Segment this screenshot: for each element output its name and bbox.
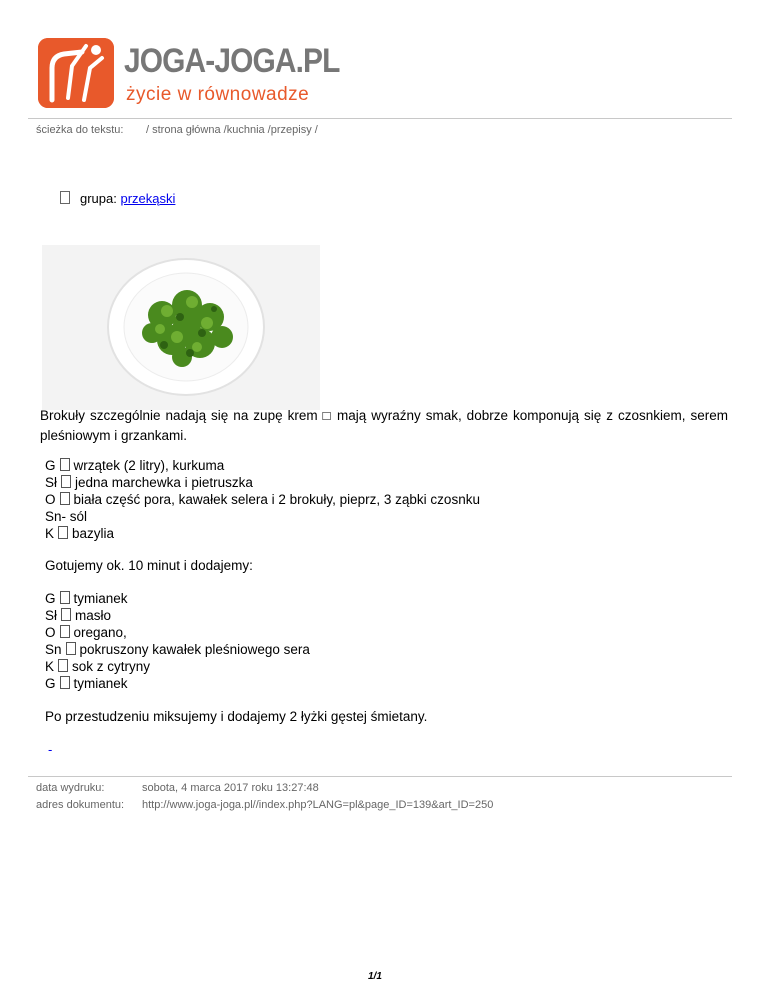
ingredient-row <box>45 457 480 474</box>
print-date-label: data wydruku: <box>36 782 105 794</box>
document-address-label: adres dokumentu: <box>36 799 125 811</box>
header-divider <box>28 118 732 119</box>
ingredient-text: oregano, <box>73 625 127 640</box>
separator-icon <box>58 659 68 672</box>
element-symbol: G <box>45 591 56 606</box>
broccoli-photo <box>42 245 320 410</box>
brand-name: JOGA-JOGA.PL <box>124 42 340 80</box>
ingredient-row <box>45 474 480 491</box>
element-symbol: Sn <box>45 642 62 657</box>
element-symbol: O <box>45 492 56 507</box>
page-number: 1/1 <box>368 971 382 982</box>
ingredient-text: sok z cytryny <box>72 659 151 674</box>
ingredient-row <box>45 508 480 525</box>
ingredient-row <box>45 590 310 607</box>
ingredient-text: sól <box>69 509 88 524</box>
separator-icon <box>61 608 71 621</box>
ingredients-list-1 <box>45 457 480 542</box>
element-symbol: G <box>45 458 56 473</box>
ingredient-text: masło <box>75 608 112 623</box>
document-address-value: http://www.joga-joga.pl//index.php?LANG=pl&page_ID=139&art_ID=250 <box>142 799 494 811</box>
bullet-icon <box>60 191 70 204</box>
ingredient-row <box>45 675 310 692</box>
group-label: grupa: <box>80 191 117 206</box>
separator-icon <box>58 526 68 539</box>
element-symbol: Sł <box>45 475 58 490</box>
final-text: Po przestudzeniu miksujemy i dodajemy 2 łyżki gęstej śmietany. <box>45 709 428 724</box>
separator-icon <box>60 591 70 604</box>
intro-paragraph: Brokuły szczególnie nadają się na zupę krem □ mają wyraźny smak, dobrze komponują się z czosnkiem, serem pleśniowym i grzankami. <box>40 408 728 443</box>
print-date-value: sobota, 4 marca 2017 roku 13:27:48 <box>142 782 319 794</box>
ingredient-text: biała część pora, kawałek selera i 2 brokuły, pieprz, 3 ząbki czosnku <box>73 492 480 507</box>
separator-icon <box>66 642 76 655</box>
ingredient-text: tymianek <box>73 591 128 606</box>
dash-link[interactable]: - <box>48 742 53 757</box>
step-text: Gotujemy ok. 10 minut i dodajemy: <box>45 558 253 573</box>
ingredient-row <box>45 624 310 641</box>
group-link[interactable]: przekąski <box>120 191 176 206</box>
element-symbol: K <box>45 659 55 674</box>
element-symbol: Sł <box>45 608 58 623</box>
separator-icon <box>60 492 70 505</box>
separator-icon <box>61 475 71 488</box>
logo-mark-icon <box>38 38 114 108</box>
ingredient-text: pokruszony kawałek pleśniowego sera <box>79 642 310 657</box>
group-line <box>60 191 175 206</box>
separator-icon <box>60 625 70 638</box>
element-symbol: Sn- <box>45 509 67 524</box>
breadcrumb: / strona główna /kuchnia /przepisy / <box>146 124 318 136</box>
site-logo <box>38 38 358 112</box>
separator-icon <box>60 458 70 471</box>
separator-icon <box>60 676 70 689</box>
ingredient-row <box>45 525 480 542</box>
brand-tagline: życie w równowadze <box>126 84 310 105</box>
ingredient-text: jedna marchewka i pietruszka <box>75 475 253 490</box>
ingredient-text: bazylia <box>72 526 115 541</box>
element-symbol: O <box>45 625 56 640</box>
ingredient-row <box>45 641 310 658</box>
ingredient-text: tymianek <box>73 676 128 691</box>
path-label: ścieżka do tekstu: <box>36 124 124 136</box>
ingredient-text: wrzątek (2 litry), kurkuma <box>73 458 225 473</box>
element-symbol: G <box>45 676 56 691</box>
ingredient-row <box>45 491 480 508</box>
ingredient-row <box>45 607 310 624</box>
ingredient-row <box>45 658 310 675</box>
footer-divider <box>28 776 732 777</box>
element-symbol: K <box>45 526 55 541</box>
ingredients-list-2 <box>45 590 310 692</box>
